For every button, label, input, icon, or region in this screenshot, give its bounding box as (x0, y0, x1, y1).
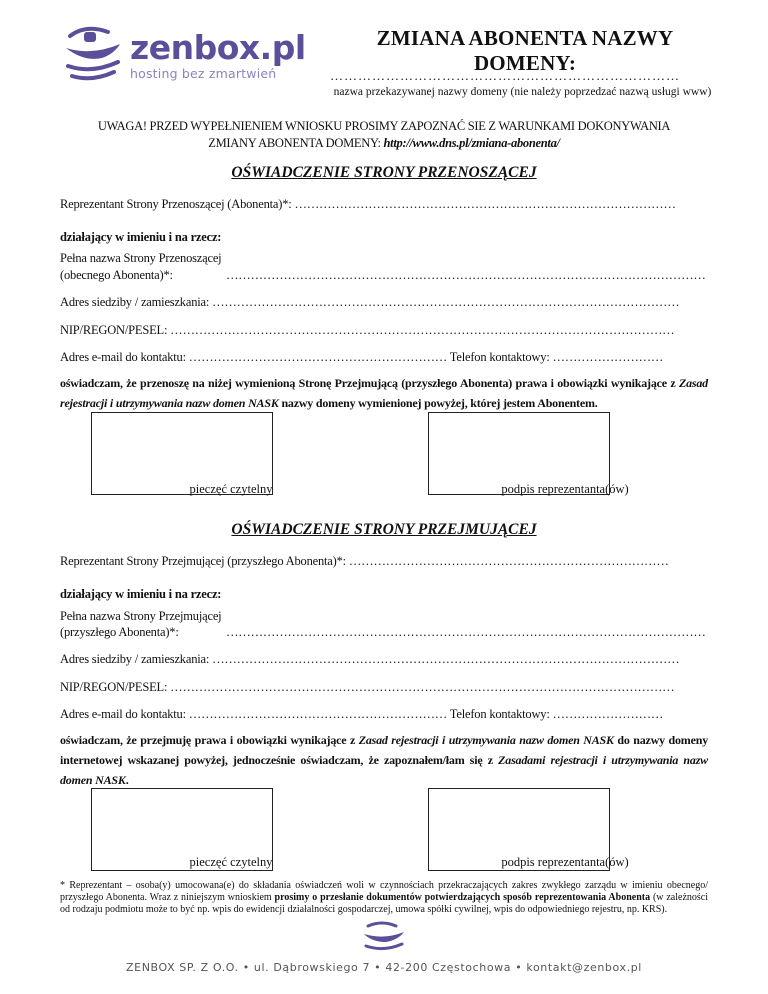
warning-notice (60, 118, 708, 152)
form-title: ZMIANA ABONENTA NAZWY DOMENY: (376, 26, 674, 75)
receiving-statement-2: do nazwy domeny internetowej wskazanej powyżej, jednocześnie oświadczam, że zapoznałem/łam się z (60, 733, 708, 767)
footnote-bold: prosimy o przesłanie dokumentów potwierdzających sposób reprezentowania Abonenta (274, 892, 651, 903)
receiving-statement-1: oświadczam, że przejmuję prawa i obowiązki wynikające z (60, 733, 359, 747)
transferring-fullname-field[interactable]: ……………………………………………………………………………………………………… (226, 268, 706, 282)
transferring-nip-field[interactable]: NIP/REGON/PESEL: …………………………………………………………………………………………………………… (60, 323, 675, 337)
transferring-statement-2: nazwy domeny wymienionej powyżej, której jestem Abonentem. (278, 396, 598, 410)
receiving-statement-italic-2: Zasadami rejestracji i utrzymywania nazw domen NASK (60, 753, 708, 787)
receiving-fullname-field[interactable]: ……………………………………………………………………………………………………… (226, 625, 706, 639)
receiving-fullname-label-2: (przyszłego Abonenta)*: (60, 625, 179, 639)
footnote-part-2: (w zależności od rodzaju podmiotu może to być np. wpis do ewidencji działalności gospodarczej, umowa spółki cywilnej, wpis do odpowiedniego rejestru, np. KRS). (60, 892, 708, 915)
transferring-heading: OŚWIADCZENIE STRONY PRZENOSZĄCEJ (231, 164, 537, 181)
receiving-nip-field[interactable]: NIP/REGON/PESEL: …………………………………………………………………………………………………………… (60, 680, 675, 694)
receiving-address-field[interactable]: Adres siedziby / zamieszkania: …………………………………………………………………………………………………… (60, 652, 680, 666)
footnote (60, 880, 708, 916)
receiving-statement-3: . (125, 773, 129, 787)
transferring-signature-caption: podpis reprezentanta(ów) (501, 482, 629, 496)
brand-logo (62, 22, 306, 92)
transferring-statement (60, 373, 708, 413)
footer-company-info: ZENBOX SP. Z O.O. • ul. Dąbrowskiego 7 • 42-200 Częstochowa • kontakt@zenbox.pl (126, 961, 642, 974)
transferring-statement-1: oświadczam, że przenoszę na niżej wymienioną Stronę Przejmującą (przyszłego Abonenta) prawa i obowiązki wynikające z (60, 376, 679, 390)
receiving-signature-caption: podpis reprezentanta(ów) (501, 855, 629, 869)
receiving-acting-label: działający w imieniu i na rzecz: (60, 587, 222, 601)
brand-name: zenbox.pl (130, 28, 306, 67)
transferring-stamp-caption: pieczęć czytelny (189, 482, 273, 496)
brand-tagline: hosting bez zmartwień (130, 66, 277, 81)
receiving-fullname-label-1: Pełna nazwa Strony Przejmującej (60, 609, 222, 623)
receiving-email-phone-field[interactable]: Adres e-mail do kontaktu: ……………………………………………………… Telefon kontaktowy: ……………………… (60, 707, 664, 721)
footnote-part-1: * Reprezentant – osoba(y) umocowana(e) do składania oświadczeń woli w czynnościach przekraczających zakres zwykłego zarządu w imieniu obecnego/ przyszłego Abonenta. Wraz z niniejszym wnioskiem (60, 880, 708, 903)
transferring-fullname-label-2: (obecnego Abonenta)*: (60, 268, 173, 282)
warning-line-2-text: ZMIANY ABONENTA DOMENY: (208, 136, 384, 150)
warning-line-2 (60, 135, 708, 152)
transferring-email-phone-field[interactable]: Adres e-mail do kontaktu: ……………………………………………………… Telefon kontaktowy: ……………………… (60, 350, 664, 364)
footer-logo-icon (358, 920, 410, 954)
zenbox-logo-icon (62, 22, 126, 88)
receiving-statement (60, 730, 708, 790)
dns-link[interactable]: http://www.dns.pl/zmiana-abonenta/ (383, 136, 560, 150)
transferring-address-field[interactable]: Adres siedziby / zamieszkania: …………………………………………………………………………………………………… (60, 295, 680, 309)
transferring-representative-field[interactable]: Reprezentant Strony Przenoszącej (Abonenta)*: ………………………………………………………………………………… (60, 197, 676, 211)
domain-name-caption: nazwa przekazywanej nazwy domeny (nie należy poprzedzać nazwą usługi www) (333, 86, 712, 98)
receiving-heading: OŚWIADCZENIE STRONY PRZEJMUJĄCEJ (231, 521, 537, 538)
transferring-statement-italic: Zasad rejestracji i utrzymywania nazw domen NASK (60, 376, 708, 410)
domain-name-field[interactable]: ………………………………………………………………… (330, 68, 680, 83)
receiving-stamp-caption: pieczęć czytelny (189, 855, 273, 869)
receiving-representative-field[interactable]: Reprezentant Strony Przejmującej (przyszłego Abonenta)*: …………………………………………………………………… (60, 554, 669, 568)
warning-line-1: UWAGA! PRZED WYPEŁNIENIEM WNIOSKU PROSIMY ZAPOZNAĆ SIE Z WARUNKAMI DOKONYWANIA (97, 119, 671, 133)
receiving-statement-italic-1: Zasad rejestracji i utrzymywania nazw domen NASK (358, 733, 614, 747)
transferring-acting-label: działający w imieniu i na rzecz: (60, 230, 222, 244)
transferring-fullname-label-1: Pełna nazwa Strony Przenoszącej (60, 251, 222, 265)
